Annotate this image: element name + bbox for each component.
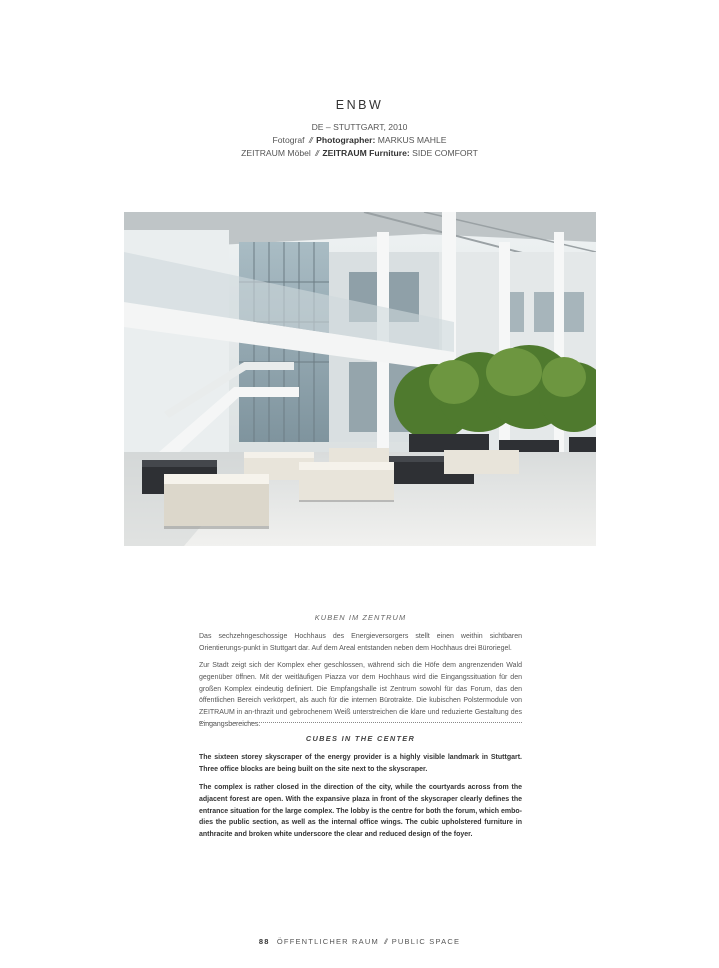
- furniture-line: [0, 147, 719, 160]
- section-de: ÖFFENTLICHER RAUM: [276, 937, 379, 946]
- english-paragraph-1: The sixteen storey skyscraper of the energy provider is a highly visible landmark in Stuttgart. Three office blocks are being built on the site next to the skyscraper.: [199, 754, 522, 773]
- lobby-photo: [124, 212, 596, 546]
- separator: //: [308, 135, 312, 145]
- german-paragraph-1: Das sechzehngeschossige Hochhaus des Energieversorgers stellt einen weithin sichtbaren Orientierungs-punkt in Stuttgart dar. Auf dem Areal entstanden neben dem Hochhaus drei Büroriegel.: [199, 633, 522, 652]
- separator: //: [315, 148, 318, 158]
- footer-separator: //: [384, 937, 387, 946]
- furniture-label-en: ZEITRAUM Furniture:: [322, 148, 410, 158]
- furniture-name: SIDE COMFORT: [412, 148, 478, 158]
- location-line: DE – STUTTGART, 2010: [311, 122, 408, 132]
- photographer-label-en: Photographer:: [316, 135, 376, 145]
- german-paragraph-2: Zur Stadt zeigt sich der Komplex eher geschlossen, während sich die Höfe dem angrenzenden Wald gegenüber öffnen. Mit der weitläufigen Piazza vor dem Hochhaus wird die Eingangssituation für den großen Komplex eindeutig definiert. Die Empfangshalle ist Zentrum sowohl für das Forum, das den öffentlichen Bereich verkörpert, als auch für die internen Bürotrakte. Die kubischen Polstermodule von ZEITRAUM in an-thrazit und gebrochenem Weiß unterstreichen die klare und reduzierte Gestaltung des Eingangsbereiches.: [199, 662, 522, 728]
- photographer-line: [0, 134, 719, 147]
- furniture-label-de: ZEITRAUM Möbel: [241, 148, 311, 158]
- dotted-divider: [199, 722, 522, 723]
- page-number: 88: [258, 937, 270, 946]
- english-paragraph-2: The complex is rather closed in the direction of the city, while the courtyards across from the adjacent forest are open. With the expansive plaza in front of the skyscraper clearly defines the entrance situation for the large complex. The lobby is the centre for both the forum, which embo-dies the public section, as well as the internal office wings. The cubic upholstered furniture in anthracite and broken white underscore the clear and reduced design of the foyer.: [199, 784, 522, 839]
- photographer-label-de: Fotograf: [272, 135, 305, 145]
- project-title: ENBW: [335, 98, 384, 112]
- german-subtitle: KUBEN IM ZENTRUM: [314, 613, 407, 622]
- english-subtitle: CUBES IN THE CENTER: [305, 734, 416, 743]
- header: [0, 98, 719, 160]
- page-footer: [0, 937, 719, 946]
- photographer-name: MARKUS MAHLE: [377, 135, 447, 145]
- section-en: PUBLIC SPACE: [391, 937, 461, 946]
- lobby-illustration: [124, 212, 596, 546]
